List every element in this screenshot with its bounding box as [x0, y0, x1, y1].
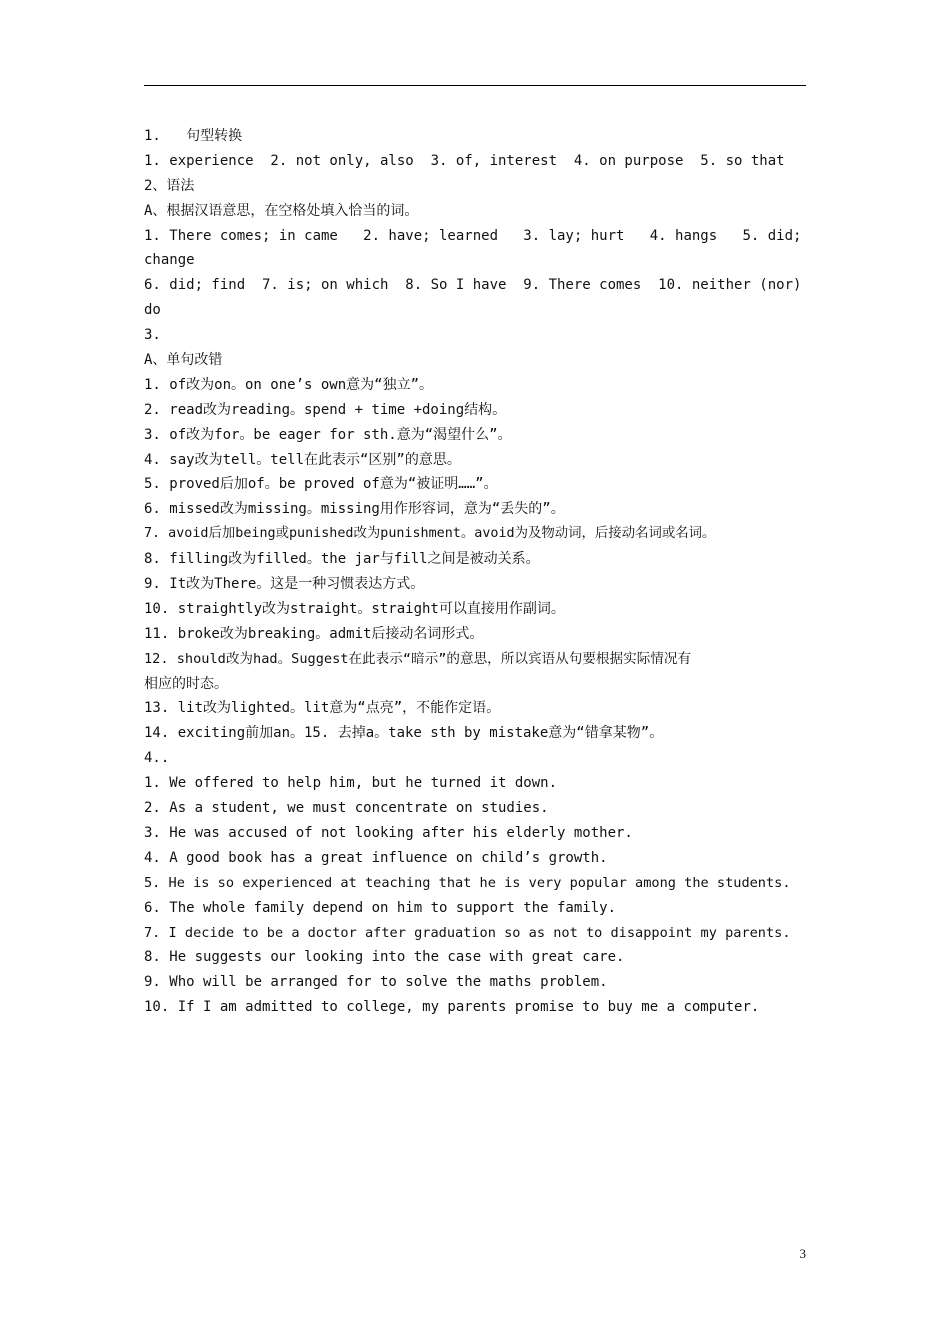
text-line: 1. experience 2. not only, also 3. of, interest 4. on purpose 5. so that — [144, 152, 785, 169]
answer-text — [144, 124, 808, 1020]
header-rule — [144, 85, 806, 86]
text-line: 4. say改为tell。tell在此表示“区别”的意思。 — [144, 451, 461, 468]
page-number: 3 — [799, 1246, 806, 1261]
text-line: 2. read改为reading。spend + time +doing结构。 — [144, 401, 507, 418]
text-line: 1. We offered to help him, but he turned it down. — [144, 775, 558, 792]
text-line: 11. broke改为breaking。admit后接动名词形式。 — [144, 625, 484, 642]
text-line: 8. filling改为filled。the jar与fill之间是被动关系。 — [144, 551, 540, 568]
section-heading: 4.. — [144, 750, 170, 767]
text-line: 7. avoid后加being或punished改为punishment。avoid为及物动词，后接动名词或名词。 — [144, 526, 716, 542]
text-line: A、单句改错 — [144, 352, 223, 369]
section-heading: 2、语法 — [144, 177, 195, 194]
text-line: 8. He suggests our looking into the case with great care. — [144, 949, 625, 966]
text-line: 4. A good book has a great influence on child’s growth. — [144, 849, 608, 866]
text-line: 1. There comes; in came 2. have; learned 3. lay; hurt 4. hangs 5. did; — [144, 227, 802, 244]
section-heading: 1. 句型转换 — [144, 128, 243, 144]
section-heading: 3. — [144, 327, 161, 344]
text-line: 10. straightly改为straight。straight可以直接用作副词。 — [144, 600, 565, 617]
text-line: change — [144, 252, 195, 269]
text-line: 9. Who will be arranged for to solve the maths problem. — [144, 974, 608, 991]
text-line: 6. missed改为missing。missing用作形容词，意为“丢失的”。 — [144, 501, 565, 518]
text-line: 5. proved后加of。be proved of意为“被证明……”。 — [144, 476, 498, 493]
text-line: 2. As a student, we must concentrate on studies. — [144, 800, 549, 817]
text-line: 9. It改为There。这是一种习惯表达方式。 — [144, 576, 425, 593]
text-line: 7. I decide to be a doctor after graduation so as not to disappoint my parents. — [144, 924, 791, 941]
text-line: 13. lit改为lighted。lit意为“点亮”，不能作定语。 — [144, 700, 501, 717]
text-line: 6. did; find 7. is; on which 8. So I have 9. There comes 10. neither (nor) — [144, 277, 802, 294]
text-line: 14. exciting前加an。15. 去掉a。take sth by mistake意为“错拿某物”。 — [144, 725, 664, 742]
text-line: 6. The whole family depend on him to support the family. — [144, 899, 617, 916]
text-line: 10. If I am admitted to college, my parents promise to buy me a computer. — [144, 999, 760, 1016]
text-line: 3. of改为for。be eager for sth.意为“渴望什么”。 — [144, 426, 512, 443]
text-line: 3. He was accused of not looking after his elderly mother. — [144, 824, 633, 841]
text-line: A、根据汉语意思，在空格处填入恰当的词。 — [144, 202, 419, 219]
text-line: do — [144, 302, 161, 319]
text-line: 12. should改为had。Suggest在此表示“暗示”的意思，所以宾语从句要根据实际情况有 — [144, 650, 692, 667]
text-line: 5. He is so experienced at teaching that he is very popular among the students. — [144, 874, 791, 891]
text-line: 1. of改为on。on one’s own意为“独立”。 — [144, 376, 434, 393]
text-line: 相应的时态。 — [144, 675, 228, 692]
